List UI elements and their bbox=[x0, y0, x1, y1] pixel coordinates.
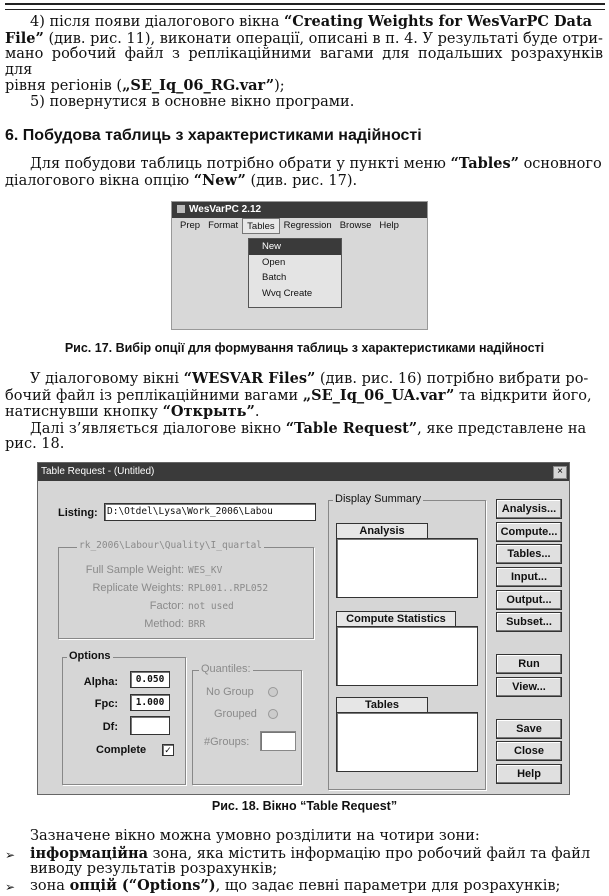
text: Далі з’являється діалогове вікно bbox=[30, 420, 286, 437]
display-summary-title: Display Summary bbox=[335, 493, 422, 505]
bold-text: “Table Request” bbox=[285, 419, 418, 437]
nogroup-label: No Group bbox=[206, 686, 254, 698]
bold-text: “Открыть” bbox=[162, 403, 255, 420]
text: діалогового вікна опцію bbox=[5, 172, 194, 189]
df-label: Df: bbox=[102, 721, 118, 733]
view-button[interactable]: View... bbox=[496, 677, 562, 697]
figure-18-caption: Рис. 18. Вікно “Table Request” bbox=[211, 799, 398, 813]
text: ); bbox=[274, 78, 285, 94]
tables-list[interactable] bbox=[336, 712, 478, 772]
fpc-input[interactable]: 1.000 bbox=[130, 694, 170, 711]
figure-17-caption: Рис. 17. Вибір опції для формування таблиць з характеристиками надійності bbox=[64, 341, 545, 355]
window-titlebar bbox=[38, 463, 569, 481]
figure-18-table-request-window bbox=[37, 462, 570, 795]
menu-item-open[interactable]: Open bbox=[262, 256, 286, 268]
options-title: Options bbox=[69, 650, 111, 662]
bold-text: File” bbox=[5, 29, 44, 47]
menu-format[interactable]: Format bbox=[208, 220, 239, 231]
text: мано робочий файл з реплікаційними вагами для подальших розрахунків для bbox=[5, 46, 603, 78]
text: основного bbox=[518, 156, 602, 172]
check-icon: ✓ bbox=[164, 745, 172, 755]
df-input[interactable] bbox=[130, 716, 170, 735]
complete-label: Complete bbox=[96, 744, 147, 756]
quantiles-title: Quantiles: bbox=[201, 663, 251, 675]
bold-text: інформаційна bbox=[30, 845, 148, 862]
text: (див. рис. 16) потрібно вибрати ро- bbox=[315, 371, 589, 387]
output-button[interactable]: Output... bbox=[496, 590, 562, 610]
menu-item-wvq-create[interactable]: Wvq Create bbox=[262, 287, 313, 299]
compute-stats-list[interactable] bbox=[336, 626, 478, 686]
figure-17-screenshot bbox=[171, 201, 428, 330]
app-icon bbox=[177, 205, 185, 213]
window-title: WesVarPC 2.12 bbox=[189, 204, 262, 215]
menu-regression[interactable]: Regression bbox=[283, 220, 332, 231]
text: та відкрити його, bbox=[454, 387, 592, 404]
alpha-label: Alpha: bbox=[83, 676, 118, 688]
text: 5) повернутися в основне вікно програми. bbox=[30, 93, 355, 110]
listing-label: Listing: bbox=[58, 507, 98, 519]
bullet-arrow-icon: ➢ bbox=[5, 848, 16, 862]
save-button[interactable]: Save bbox=[496, 719, 562, 739]
para1 bbox=[5, 14, 603, 110]
analysis-button[interactable]: Analysis... bbox=[496, 499, 562, 519]
window-title: Table Request - (Untitled) bbox=[41, 466, 155, 477]
listing-input[interactable]: D:\Otdel\Lysa\Work_2006\Labou bbox=[104, 503, 316, 521]
analysis-list[interactable] bbox=[336, 538, 478, 598]
bullet-arrow-icon: ➢ bbox=[5, 880, 16, 894]
text: (див. рис. 11), виконати операції, описані в п. 4. У результаті буде отри- bbox=[43, 30, 603, 47]
fsw-value: WES_KV bbox=[188, 565, 223, 576]
text: 4) після появи діалогового вікна bbox=[30, 14, 284, 30]
menu-prep[interactable]: Prep bbox=[180, 220, 201, 231]
bold-text: “Tables” bbox=[450, 155, 519, 172]
section-title: 6. Побудова таблиць з характеристиками надійності bbox=[5, 127, 422, 144]
grouped-label: Grouped bbox=[214, 708, 257, 720]
text: , яке представлене на bbox=[417, 420, 587, 437]
close-button[interactable]: Close bbox=[496, 741, 562, 761]
para4-intro: Зазначене вікно можна умовно розділити на чотири зони: bbox=[30, 828, 480, 844]
factor-label: Factor: bbox=[149, 600, 184, 612]
list-item bbox=[5, 878, 603, 895]
text: . bbox=[254, 404, 260, 420]
input-button[interactable]: Input... bbox=[496, 567, 562, 587]
info-group-title: rk_2006\Labour\Quality\I_quartal bbox=[79, 540, 263, 551]
menu-bar bbox=[172, 218, 427, 234]
text: Для побудови таблиць потрібно обрати у пункті меню bbox=[30, 156, 451, 172]
groups-label: #Groups: bbox=[204, 736, 250, 748]
text: У діалоговому вікні bbox=[30, 371, 184, 387]
bold-text: “WESVAR Files” bbox=[183, 370, 316, 387]
tables-button[interactable]: Tables... bbox=[496, 544, 562, 564]
top-rule bbox=[5, 3, 605, 10]
window-titlebar bbox=[172, 202, 427, 218]
text: зона bbox=[30, 878, 70, 894]
fsw-label: Full Sample Weight: bbox=[85, 564, 184, 576]
menu-help[interactable]: Help bbox=[379, 220, 399, 231]
bold-text: “New” bbox=[193, 171, 246, 189]
help-button[interactable]: Help bbox=[496, 764, 562, 784]
factor-value: not used bbox=[188, 601, 234, 612]
bold-text: опцій (“Options”) bbox=[69, 877, 216, 894]
text: рис. 18. bbox=[5, 436, 65, 452]
menu-browse[interactable]: Browse bbox=[339, 220, 372, 231]
alpha-input[interactable]: 0.050 bbox=[130, 671, 170, 688]
rw-value: RPL001..RPL052 bbox=[188, 583, 269, 594]
tables-tab: Tables bbox=[336, 697, 428, 713]
close-icon[interactable]: × bbox=[553, 466, 567, 479]
bold-text: “Creating Weights for WesVarPC Data bbox=[283, 13, 593, 30]
text: , що задає певні параметри для розрахунків; bbox=[215, 878, 561, 894]
text: натиснувши кнопку bbox=[5, 404, 163, 420]
compute-button[interactable]: Compute... bbox=[496, 522, 562, 542]
fpc-label: Fpc: bbox=[94, 698, 118, 710]
tables-dropdown bbox=[248, 238, 342, 308]
nogroup-radio[interactable] bbox=[268, 687, 278, 697]
method-value: BRR bbox=[188, 619, 206, 630]
method-label: Method: bbox=[144, 618, 184, 630]
bold-text: „SE_Iq_06_RG.var” bbox=[122, 77, 275, 94]
complete-checkbox[interactable] bbox=[162, 744, 174, 756]
para3 bbox=[5, 371, 603, 453]
bold-text: „SE_Iq_06_UA.var” bbox=[302, 386, 455, 404]
text: рівня регіонів ( bbox=[5, 78, 123, 94]
menu-item-batch[interactable]: Batch bbox=[262, 272, 287, 283]
text: (див. рис. 17). bbox=[245, 172, 358, 189]
grouped-radio[interactable] bbox=[268, 709, 278, 719]
menu-tables[interactable]: Tables bbox=[242, 218, 279, 234]
text: бочий файл із реплікаційними вагами bbox=[5, 387, 303, 404]
run-button[interactable]: Run bbox=[496, 654, 562, 674]
rw-label: Replicate Weights: bbox=[92, 582, 184, 594]
groups-input[interactable] bbox=[260, 731, 296, 751]
subset-button[interactable]: Subset... bbox=[496, 612, 562, 632]
text: зона, яка містить інформацію про робочий файл та файл bbox=[147, 846, 591, 862]
list-item-cont: виводу результатів розрахунків; bbox=[30, 861, 278, 877]
compute-stats-tab: Compute Statistics bbox=[336, 611, 456, 627]
analysis-tab: Analysis bbox=[336, 523, 428, 539]
menu-item-new[interactable]: New bbox=[249, 239, 341, 255]
para2 bbox=[5, 156, 603, 189]
